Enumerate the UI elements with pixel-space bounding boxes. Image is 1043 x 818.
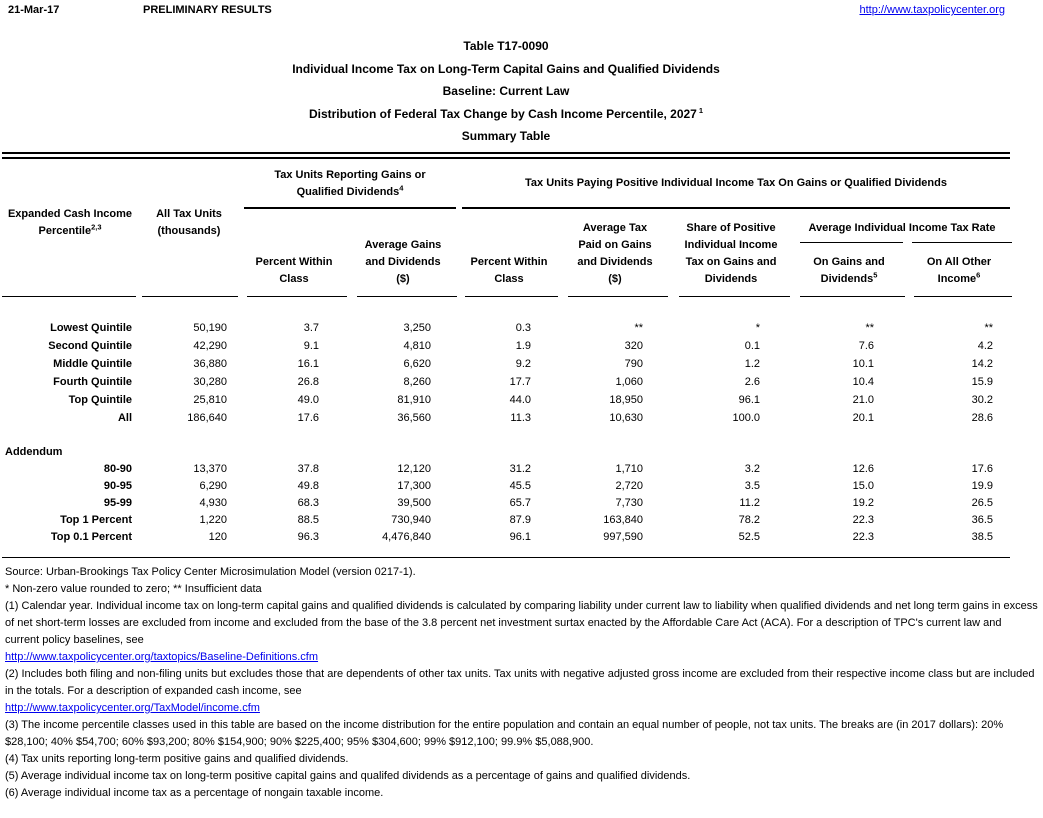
header-line: Class bbox=[494, 273, 524, 285]
header-line: ($) bbox=[608, 273, 622, 285]
cell-percent-within-class-paying: 31.2 bbox=[509, 463, 531, 475]
cell-average-tax-paid: 997,590 bbox=[603, 531, 643, 543]
col-rule-6 bbox=[568, 296, 668, 297]
footnote-5: (5) Average individual income tax on long-term positive capital gains and qualifed dividends as a percentage of gains and qualified dividends. bbox=[5, 770, 691, 782]
row-label: Top 0.1 Percent bbox=[50, 531, 132, 543]
footnote-2: (2) Includes both filing and non-filing units but excludes those that are dependents of other tax units. Tax units with negative adjusted gross income are excluded from their respective income class but are included in the totals. For a description of expanded cash income, see bbox=[5, 668, 1035, 697]
col-rule-9 bbox=[914, 296, 1012, 297]
cell-percent-within-class-reporting: 68.3 bbox=[297, 497, 319, 509]
cell-average-gains: 39,500 bbox=[397, 497, 431, 509]
col-rule-2 bbox=[142, 296, 238, 297]
col-rule-4 bbox=[357, 296, 457, 297]
header-line bbox=[2, 223, 138, 240]
footnote-4: (4) Tax units reporting long-term positive gains and qualified dividends. bbox=[5, 753, 349, 765]
row-label: Middle Quintile bbox=[53, 358, 132, 370]
cell-average-gains: 81,910 bbox=[397, 394, 431, 406]
cell-rate-on-gains: 22.3 bbox=[852, 514, 874, 526]
cell-all-tax-units: 4,930 bbox=[199, 497, 227, 509]
row-label: 95-99 bbox=[103, 497, 132, 509]
header-line: Tax Units Paying Positive Individual Income Tax On Gains or Qualified Dividends bbox=[525, 177, 947, 189]
cell-all-tax-units: 50,190 bbox=[193, 322, 227, 334]
header-line: Tax Units Reporting Gains or bbox=[274, 168, 426, 181]
cell-all-tax-units: 36,880 bbox=[193, 358, 227, 370]
cell-percent-within-class-reporting: 3.7 bbox=[303, 322, 319, 334]
header-line: Average Tax bbox=[582, 222, 648, 234]
header-line: and Dividends bbox=[365, 256, 441, 268]
group-header-paying-positive-tax bbox=[462, 160, 1010, 209]
subgroup-rule-right bbox=[912, 242, 1012, 243]
table-row bbox=[2, 373, 1012, 391]
symbols-note: * Non-zero value rounded to zero; ** Insufficient data bbox=[5, 583, 262, 595]
cell-average-tax-paid: 10,630 bbox=[609, 412, 643, 424]
header-line: Paid on Gains bbox=[578, 239, 652, 251]
cell-share-positive-tax: * bbox=[755, 322, 760, 334]
col-header-average-gains-dividends bbox=[348, 212, 458, 296]
cell-percent-within-class-paying: 45.5 bbox=[509, 480, 531, 492]
col-header-all-tax-units bbox=[138, 206, 240, 240]
cell-all-tax-units: 186,640 bbox=[187, 412, 227, 424]
subgroup-header-average-rate: Average Individual Income Tax Rate bbox=[808, 222, 996, 234]
cell-average-tax-paid: 1,060 bbox=[615, 376, 643, 388]
header-line: On Gains and bbox=[813, 256, 885, 268]
cell-rate-on-other-income: ** bbox=[984, 322, 993, 334]
header-line: Expanded Cash Income bbox=[7, 208, 133, 220]
cell-all-tax-units: 6,290 bbox=[199, 480, 227, 492]
baseline-definitions-link-row bbox=[5, 649, 1038, 666]
cell-percent-within-class-paying: 44.0 bbox=[509, 394, 531, 406]
addendum-label: Addendum bbox=[5, 446, 63, 458]
table-body bbox=[2, 319, 1012, 427]
cell-rate-on-other-income: 17.6 bbox=[971, 463, 993, 475]
addendum-body bbox=[2, 461, 1012, 546]
cell-average-gains: 8,260 bbox=[403, 376, 431, 388]
cell-rate-on-other-income: 26.5 bbox=[971, 497, 993, 509]
row-label: Top Quintile bbox=[68, 394, 132, 406]
cell-rate-on-gains: 15.0 bbox=[852, 480, 874, 492]
cell-average-gains: 36,560 bbox=[397, 412, 431, 424]
table-row bbox=[2, 529, 1012, 546]
cell-percent-within-class-reporting: 37.8 bbox=[297, 463, 319, 475]
table-row bbox=[2, 495, 1012, 512]
cell-share-positive-tax: 1.2 bbox=[744, 358, 760, 370]
document-date: 21-Mar-17 bbox=[8, 4, 60, 16]
table-row bbox=[2, 337, 1012, 355]
row-label: 90-95 bbox=[103, 480, 132, 492]
cell-average-gains: 730,940 bbox=[391, 514, 431, 526]
cell-percent-within-class-paying: 17.7 bbox=[509, 376, 531, 388]
row-label: Lowest Quintile bbox=[50, 322, 132, 334]
cell-share-positive-tax: 11.2 bbox=[739, 497, 760, 509]
row-label: Second Quintile bbox=[48, 340, 132, 352]
table-row bbox=[2, 409, 1012, 427]
income-definition-link-row bbox=[5, 700, 1038, 717]
cell-average-gains: 4,810 bbox=[403, 340, 431, 352]
cell-average-gains: 12,120 bbox=[397, 463, 431, 475]
cell-percent-within-class-reporting: 96.3 bbox=[297, 531, 319, 543]
cell-all-tax-units: 1,220 bbox=[199, 514, 227, 526]
cell-rate-on-other-income: 38.5 bbox=[971, 531, 993, 543]
cell-percent-within-class-reporting: 88.5 bbox=[297, 514, 319, 526]
title-block bbox=[0, 35, 1012, 148]
col-header-expanded-cash-income-percentile bbox=[2, 206, 138, 240]
footnotes bbox=[5, 564, 1038, 802]
cell-share-positive-tax: 52.5 bbox=[738, 531, 760, 543]
header-line: Dividends bbox=[704, 273, 758, 285]
cell-percent-within-class-paying: 87.9 bbox=[509, 514, 531, 526]
table-top-double-rule bbox=[2, 152, 1010, 159]
cell-rate-on-gains: 12.6 bbox=[852, 463, 874, 475]
table-subject-title: Individual Income Tax on Long-Term Capital Gains and Qualified Dividends bbox=[292, 61, 720, 76]
col-rule-7 bbox=[679, 296, 790, 297]
cell-rate-on-gains: 7.6 bbox=[858, 340, 874, 352]
cell-average-gains: 3,250 bbox=[403, 322, 431, 334]
col-header-percent-within-class-reporting bbox=[240, 212, 348, 296]
footnote-ref-5: 5 bbox=[873, 270, 878, 280]
cell-percent-within-class-reporting: 49.8 bbox=[297, 480, 319, 492]
table-row bbox=[2, 461, 1012, 478]
cell-percent-within-class-paying: 1.9 bbox=[515, 340, 531, 352]
cell-share-positive-tax: 2.6 bbox=[744, 376, 760, 388]
cell-rate-on-other-income: 4.2 bbox=[977, 340, 993, 352]
footnote-ref-2-3: 2,3 bbox=[91, 222, 102, 232]
header-line bbox=[938, 271, 981, 288]
header-line: Tax on Gains and bbox=[685, 256, 777, 268]
header-line: ($) bbox=[396, 273, 410, 285]
cell-rate-on-gains: 10.4 bbox=[852, 376, 874, 388]
footnote-ref-4: 4 bbox=[399, 182, 404, 192]
distribution-title bbox=[0, 103, 1012, 126]
cell-percent-within-class-reporting: 16.1 bbox=[297, 358, 319, 370]
col-rule-1 bbox=[2, 296, 136, 297]
cell-rate-on-gains: 10.1 bbox=[852, 358, 874, 370]
header-line-text: Percentile bbox=[38, 225, 92, 237]
summary-table-title: Summary Table bbox=[461, 129, 551, 143]
preliminary-results-label: PRELIMINARY RESULTS bbox=[143, 4, 272, 16]
group-header-reporting-gains bbox=[244, 160, 456, 209]
cell-rate-on-other-income: 28.6 bbox=[971, 412, 993, 424]
cell-average-tax-paid: 1,710 bbox=[615, 463, 643, 475]
header-line: Percent Within bbox=[470, 256, 548, 268]
cell-percent-within-class-paying: 96.1 bbox=[509, 531, 531, 543]
cell-average-tax-paid: 7,730 bbox=[615, 497, 643, 509]
table-row bbox=[2, 391, 1012, 409]
row-label: All bbox=[117, 412, 132, 424]
cell-percent-within-class-paying: 11.3 bbox=[510, 412, 531, 424]
distribution-title-text: Distribution of Federal Tax Change by Cash Income Percentile, 2027 bbox=[308, 106, 697, 121]
col-header-share-positive-tax bbox=[670, 212, 792, 296]
table-row bbox=[2, 512, 1012, 529]
header-line: Average Gains bbox=[364, 239, 442, 251]
cell-all-tax-units: 30,280 bbox=[193, 376, 227, 388]
cell-share-positive-tax: 3.2 bbox=[744, 463, 760, 475]
cell-rate-on-gains: 20.1 bbox=[852, 412, 874, 424]
cell-share-positive-tax: 96.1 bbox=[738, 394, 760, 406]
cell-rate-on-other-income: 15.9 bbox=[971, 376, 993, 388]
header-line-text: Income bbox=[937, 273, 977, 285]
header-line: Class bbox=[279, 273, 309, 285]
cell-average-tax-paid: ** bbox=[634, 322, 643, 334]
cell-rate-on-gains: 19.2 bbox=[852, 497, 874, 509]
cell-all-tax-units: 13,370 bbox=[193, 463, 227, 475]
cell-average-tax-paid: 163,840 bbox=[603, 514, 643, 526]
cell-average-gains: 17,300 bbox=[397, 480, 431, 492]
cell-percent-within-class-reporting: 17.6 bbox=[297, 412, 319, 424]
cell-share-positive-tax: 3.5 bbox=[744, 480, 760, 492]
header-line: Individual Income bbox=[684, 239, 778, 251]
header-line: and Dividends bbox=[577, 256, 653, 268]
income-definition-link[interactable]: http://www.taxpolicycenter.org/TaxModel/income.cfm bbox=[5, 702, 260, 714]
table-row bbox=[2, 355, 1012, 373]
cell-percent-within-class-reporting: 26.8 bbox=[297, 376, 319, 388]
footnote-1: (1) Calendar year. Individual income tax on long-term capital gains and qualified dividends is calculated by comparing liability under current law to liability when qualified dividends and net long term gains in excess of net short-term losses are excluded from income and excluded from the base of the 3.8 percent net investment surtax enacted by the Affordable Care Act (ACA). For a description of TPC's current law and current policy baselines, see bbox=[5, 600, 1038, 646]
cell-rate-on-other-income: 36.5 bbox=[971, 514, 993, 526]
col-rule-8 bbox=[800, 296, 905, 297]
header-line bbox=[297, 184, 404, 201]
cell-all-tax-units: 42,290 bbox=[193, 340, 227, 352]
taxpolicycenter-link[interactable]: http://www.taxpolicycenter.org bbox=[859, 4, 1005, 16]
cell-rate-on-other-income: 14.2 bbox=[971, 358, 993, 370]
cell-rate-on-gains: 22.3 bbox=[852, 531, 874, 543]
cell-percent-within-class-reporting: 49.0 bbox=[297, 394, 319, 406]
footnote-6: (6) Average individual income tax as a percentage of nongain taxable income. bbox=[5, 787, 384, 799]
header-line: On All Other bbox=[926, 256, 992, 268]
col-header-percent-within-class-paying bbox=[458, 212, 560, 296]
cell-average-gains: 6,620 bbox=[403, 358, 431, 370]
header-line: (thousands) bbox=[157, 225, 221, 237]
cell-percent-within-class-paying: 65.7 bbox=[509, 497, 531, 509]
cell-rate-on-other-income: 19.9 bbox=[971, 480, 993, 492]
col-rule-3 bbox=[247, 296, 347, 297]
subgroup-rule-left bbox=[800, 242, 903, 243]
footnote-ref-6: 6 bbox=[976, 270, 981, 280]
footnote-ref-1: 1 bbox=[698, 105, 704, 115]
cell-average-tax-paid: 320 bbox=[624, 340, 643, 352]
col-header-on-all-other-income bbox=[906, 246, 1012, 296]
col-header-on-gains-dividends bbox=[792, 246, 906, 296]
col-header-average-tax-paid bbox=[560, 212, 670, 296]
row-label: Top 1 Percent bbox=[60, 514, 132, 526]
cell-all-tax-units: 25,810 bbox=[193, 394, 227, 406]
table-row bbox=[2, 478, 1012, 495]
cell-average-tax-paid: 2,720 bbox=[615, 480, 643, 492]
cell-percent-within-class-paying: 0.3 bbox=[515, 322, 531, 334]
cell-average-tax-paid: 790 bbox=[624, 358, 643, 370]
col-rule-5 bbox=[465, 296, 558, 297]
header-line-text: Dividends bbox=[820, 273, 874, 285]
row-label: Fourth Quintile bbox=[53, 376, 132, 388]
cell-share-positive-tax: 0.1 bbox=[744, 340, 760, 352]
cell-all-tax-units: 120 bbox=[208, 531, 227, 543]
footnote-3: (3) The income percentile classes used in this table are based on the income distribution for the entire population and contain an equal number of people, not tax units. The breaks are (in 2017 dollars): 20% $28,100; 40% $54,700; 60% $93,200; 80% $154,900; 90% $225,400; 95% $304,600; 99% $912,100; 99.9% $5,088,900. bbox=[5, 719, 1004, 748]
cell-percent-within-class-reporting: 9.1 bbox=[303, 340, 319, 352]
cell-rate-on-gains: ** bbox=[865, 322, 874, 334]
baseline-definitions-link[interactable]: http://www.taxpolicycenter.org/taxtopics/Baseline-Definitions.cfm bbox=[5, 651, 319, 663]
table-bottom-rule bbox=[2, 557, 1010, 558]
header-line: Percent Within bbox=[255, 256, 333, 268]
cell-average-tax-paid: 18,950 bbox=[609, 394, 643, 406]
table-number-title: Table T17-0090 bbox=[463, 39, 549, 53]
table-row bbox=[2, 319, 1012, 337]
cell-average-gains: 4,476,840 bbox=[382, 531, 431, 543]
cell-rate-on-other-income: 30.2 bbox=[971, 394, 993, 406]
header-line-text: Qualified Dividends bbox=[296, 185, 400, 198]
cell-share-positive-tax: 78.2 bbox=[738, 514, 760, 526]
baseline-title: Baseline: Current Law bbox=[442, 84, 570, 98]
cell-share-positive-tax: 100.0 bbox=[732, 412, 760, 424]
cell-percent-within-class-paying: 9.2 bbox=[515, 358, 531, 370]
cell-rate-on-gains: 21.0 bbox=[852, 394, 874, 406]
row-label: 80-90 bbox=[103, 463, 132, 475]
header-line bbox=[821, 271, 878, 288]
source-note: Source: Urban-Brookings Tax Policy Center Microsimulation Model (version 0217-1). bbox=[5, 566, 416, 578]
header-line: All Tax Units bbox=[156, 208, 222, 220]
header-line: Share of Positive bbox=[686, 222, 776, 234]
